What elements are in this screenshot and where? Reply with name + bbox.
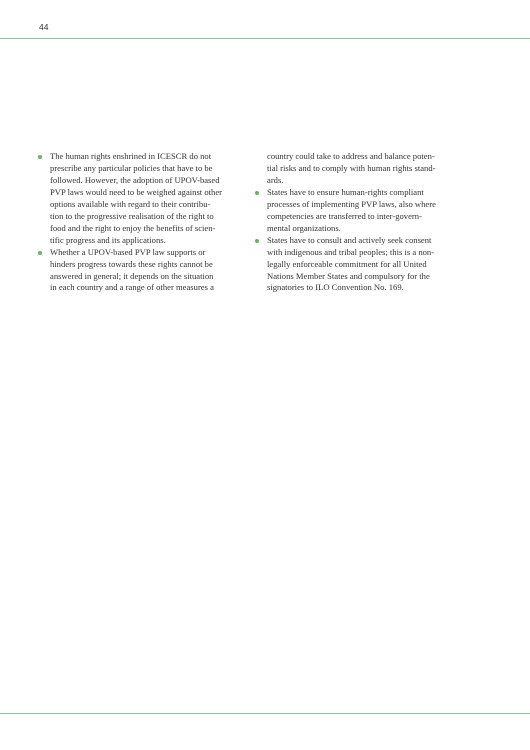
right-column — [255, 151, 460, 294]
bullet-icon — [38, 251, 42, 255]
bullet-text: The human rights enshrined in ICESCR do not prescribe any particular policies that have to be followed. However, the adoption of UPOV-based PVP laws would need to be weighed against other options available with regard to their contribu- tion to the progressive realisation of the right to food and the right to enjoy the benefits of scien- tific progress and its applications. — [50, 151, 223, 245]
top-rule — [0, 38, 530, 39]
bullet-item — [255, 235, 460, 295]
bullet-icon — [255, 191, 259, 195]
bullet-icon — [255, 239, 259, 243]
bullet-continuation — [255, 151, 460, 187]
bullet-item — [38, 151, 236, 247]
continuation-text: country could take to address and balance poten- tial risks and to comply with human rights stand- ards. — [267, 151, 436, 185]
left-column — [38, 151, 236, 294]
bottom-rule — [0, 713, 530, 714]
bullet-text: Whether a UPOV-based PVP law supports or hinders progress towards these rights cannot be answered in general; it depends on the situation in each country and a range of other measures a — [50, 246, 214, 293]
bullet-text: States have to consult and actively seek consent with indigenous and tribal peoples; this is a non- legally enforceable commitment for all United Nations Member States and compulsory for the signatories to ILO Convention No. 169. — [267, 234, 435, 293]
bullet-icon — [38, 155, 42, 159]
bullet-item — [38, 247, 236, 295]
bullet-item — [255, 187, 460, 235]
page-number: 44 — [39, 22, 49, 32]
bullet-text: States have to ensure human-rights compliant processes of implementing PVP laws, also where competencies are transferred to inter-govern- mental organizations. — [267, 186, 436, 233]
